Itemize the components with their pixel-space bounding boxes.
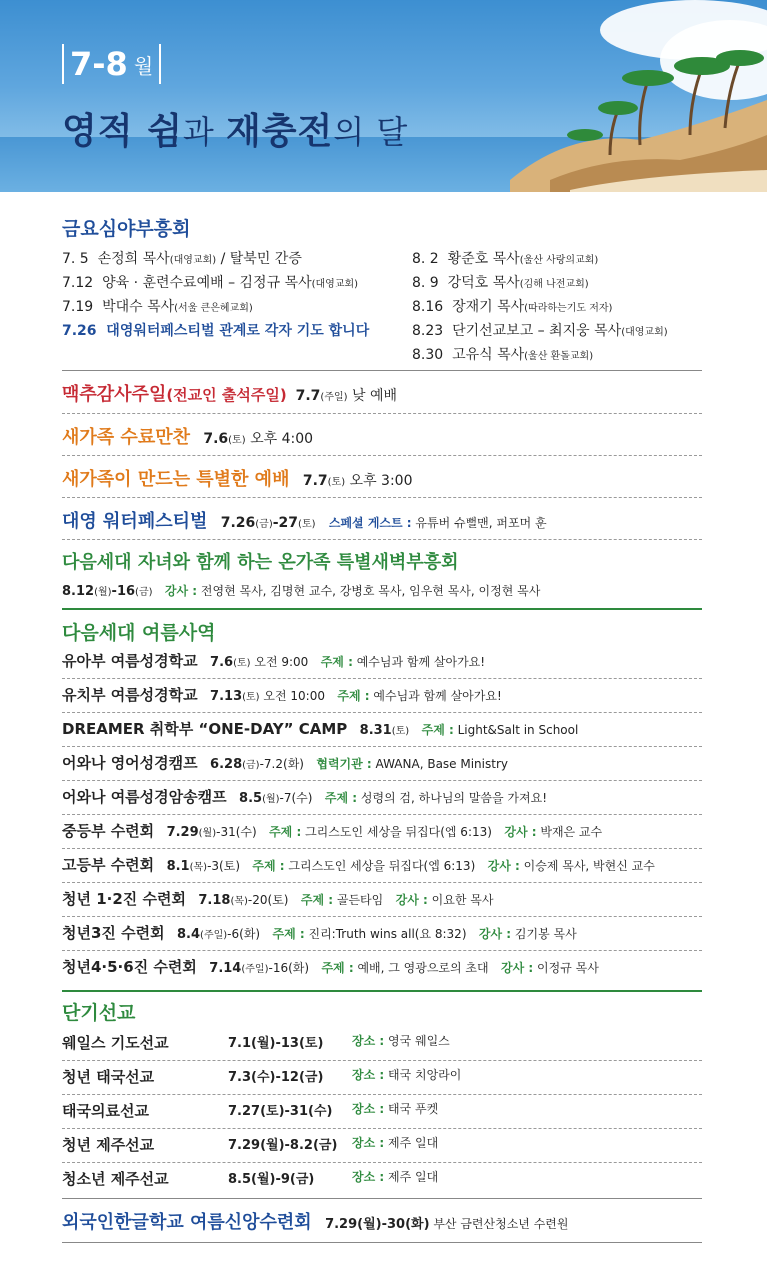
mission-row-date xyxy=(228,1100,332,1119)
summer-row xyxy=(62,922,577,943)
row-date: 8.30 xyxy=(412,347,444,363)
row-date: 7.12 xyxy=(62,275,94,291)
mission-date: 8.5(월)-9(금) xyxy=(228,1172,315,1187)
event-nextgen-title: 다음세대 자녀와 함께 하는 온가족 특별새벽부흥회 xyxy=(62,552,459,573)
event-day: (월) xyxy=(94,587,112,598)
program-label: 협력기관 : xyxy=(316,757,372,771)
divider xyxy=(62,413,702,414)
row-note: (대영교회) xyxy=(621,327,668,338)
mission-row-name xyxy=(62,1032,169,1053)
event-title: 새가족 수료만찬 xyxy=(62,427,190,448)
program-label: 주제 : xyxy=(320,655,353,669)
program-name: 어와나 영어성경캠프 xyxy=(62,754,198,772)
row-note: (서울 큰은혜교회) xyxy=(174,303,253,314)
program-day: (목) xyxy=(230,896,248,907)
program-time: 오전 9:00 xyxy=(250,655,309,669)
event-day: (토) xyxy=(327,477,346,488)
program-date: 8.4 xyxy=(177,927,201,942)
program-value: 이정규 목사 xyxy=(533,961,599,975)
mission-row-name xyxy=(62,1100,149,1121)
mission-date: 7.3(수)-12(금) xyxy=(228,1070,324,1085)
divider xyxy=(62,1162,702,1163)
mission-name: 청소년 제주선교 xyxy=(62,1170,169,1188)
program-label: 주제 : xyxy=(300,893,334,907)
program-time: -6(화) xyxy=(227,927,261,941)
program-label: 강사 : xyxy=(487,859,520,873)
divider xyxy=(62,950,702,951)
program-time: -16(화) xyxy=(268,961,310,975)
row-date: 7.19 xyxy=(62,299,94,315)
program-date: 8.1 xyxy=(166,859,190,874)
program-time: -7.2(화) xyxy=(259,757,304,771)
divider xyxy=(62,712,702,713)
event-foreign-school xyxy=(62,1208,568,1234)
row-note: (울산 환돌교회) xyxy=(524,351,594,362)
row-note: (대영교회) xyxy=(169,255,217,266)
program-day: (토) xyxy=(233,658,251,669)
event-date-end: -16 xyxy=(111,584,136,599)
program-value: 이승제 목사, 박현신 교수 xyxy=(519,859,655,873)
friday-right-row xyxy=(412,344,593,364)
program-value: 진리:Truth wins all(요 8:32) xyxy=(304,927,467,941)
program-day: (월) xyxy=(198,828,217,839)
mission-row-place xyxy=(352,1168,438,1185)
divider xyxy=(62,678,702,679)
friday-left-row xyxy=(62,248,302,268)
program-label: 주제 : xyxy=(337,689,370,703)
divider xyxy=(62,780,702,781)
row-text: 강덕호 목사 xyxy=(447,275,520,291)
event-newfam-worship xyxy=(62,465,413,491)
friday-left-row xyxy=(62,296,253,316)
event-date: 7.6 xyxy=(203,431,229,447)
program-day: (월) xyxy=(262,794,280,805)
island-illustration xyxy=(490,30,767,192)
event-rest: 전영현 목사, 김명현 교수, 강병호 목사, 임우현 목사, 이정현 목사 xyxy=(197,584,541,598)
program-label: 주제 : xyxy=(272,927,305,941)
event-newfam-dinner xyxy=(62,423,313,449)
program-day: (주일) xyxy=(200,930,228,941)
event-nextgen-detail xyxy=(62,582,540,599)
mission-date: 7.29(월)-8.2(금) xyxy=(228,1138,338,1153)
event-title: 대영 워터페스티벌 xyxy=(62,511,208,532)
divider xyxy=(62,990,702,992)
summer-row xyxy=(62,956,599,977)
mission-name: 태국의료선교 xyxy=(62,1102,149,1120)
event-subtitle: (전교인 출석주일) xyxy=(166,386,287,404)
mission-row-date xyxy=(228,1066,323,1085)
title-part: 과 xyxy=(182,113,226,151)
row-text: 황준호 목사 xyxy=(447,251,520,267)
divider xyxy=(62,539,702,540)
event-rest: 낮 예배 xyxy=(347,388,398,404)
divider xyxy=(62,608,702,610)
program-label: 강사 : xyxy=(501,961,534,975)
mission-row-place xyxy=(352,1134,438,1151)
mission-date: 7.1(월)-13(토) xyxy=(228,1036,324,1051)
program-name: 유아부 여름성경학교 xyxy=(62,652,198,670)
row-extra: / 탈북민 간증 xyxy=(216,251,302,267)
friday-right-row xyxy=(412,320,668,340)
divider xyxy=(62,1198,702,1199)
mission-date: 7.27(토)-31(수) xyxy=(228,1104,333,1119)
row-text: 단기선교보고 – 최지웅 목사 xyxy=(452,323,622,339)
summer-row xyxy=(62,888,493,909)
event-day: (금) xyxy=(255,519,273,530)
row-date: 8.23 xyxy=(412,323,444,339)
program-value: 김기봉 목사 xyxy=(511,927,577,941)
month-badge xyxy=(62,44,161,84)
row-note: (대영교회) xyxy=(311,279,359,290)
program-day: (목) xyxy=(189,862,208,873)
program-time: -3(토) xyxy=(207,859,240,873)
row-text: 양육 · 훈련수료예배 – 김정규 목사 xyxy=(102,275,312,291)
program-value: 예배, 그 영광으로의 초대 xyxy=(353,961,489,975)
mission-row-name xyxy=(62,1134,154,1155)
friday-left-row xyxy=(62,272,358,292)
mission-row-date xyxy=(228,1134,337,1153)
row-date: 8.16 xyxy=(412,299,444,315)
divider xyxy=(62,848,702,849)
event-date: 7.7 xyxy=(295,388,321,404)
event-title: 외국인한글학교 여름신앙수련회 xyxy=(62,1212,312,1233)
program-day: (주일) xyxy=(241,964,269,975)
event-date: 7.29(월)-30(화) xyxy=(325,1217,430,1232)
program-name: 중등부 수련회 xyxy=(62,822,155,840)
summer-row xyxy=(62,752,508,773)
title-part: 재충전 xyxy=(225,111,334,152)
divider xyxy=(62,455,702,456)
summer-row xyxy=(62,820,602,841)
program-label: 주제 : xyxy=(324,791,358,805)
row-text: 박대수 목사 xyxy=(102,299,175,315)
program-date: 6.28 xyxy=(210,757,243,772)
program-day: (토) xyxy=(242,692,260,703)
row-text: 고유식 목사 xyxy=(452,347,525,363)
divider xyxy=(62,44,64,84)
divider xyxy=(62,1094,702,1095)
program-day: (토) xyxy=(391,726,410,737)
divider xyxy=(62,882,702,883)
divider xyxy=(62,1128,702,1129)
program-value: 골든타임 xyxy=(333,893,384,907)
row-date: 7.26 xyxy=(62,323,97,339)
section-title-friday: 금요심야부흥회 xyxy=(62,218,191,240)
program-value: 예수님과 함께 살아가요! xyxy=(369,689,502,703)
month-unit: 월 xyxy=(133,53,154,78)
program-label: 주제 : xyxy=(269,825,302,839)
event-rest: 부산 금련산청소년 수련원 xyxy=(429,1217,569,1231)
program-name: 유치부 여름성경학교 xyxy=(62,686,198,704)
event-date: 8.12 xyxy=(62,584,95,599)
divider xyxy=(62,497,702,498)
mission-row-name xyxy=(62,1168,169,1189)
program-date: 8.5 xyxy=(239,791,263,806)
program-value: Light&Salt in School xyxy=(453,723,579,737)
row-text: 대영워터페스티벌 관계로 각자 기도 합니다 xyxy=(106,323,370,339)
row-text: 장재기 목사 xyxy=(452,299,525,315)
mission-row-date xyxy=(228,1168,314,1187)
section-title-mission: 단기선교 xyxy=(62,1002,136,1024)
program-time: 오전 10:00 xyxy=(259,689,325,703)
row-date: 8. 9 xyxy=(412,275,439,291)
program-date: 7.13 xyxy=(210,689,243,704)
program-day: (금) xyxy=(242,760,260,771)
program-time: -7(수) xyxy=(279,791,313,805)
mission-label: 장소 : xyxy=(352,1136,385,1150)
divider xyxy=(62,1060,702,1061)
divider xyxy=(62,746,702,747)
event-day: (금) xyxy=(135,587,153,598)
mission-label: 장소 : xyxy=(352,1102,385,1116)
mission-row-place xyxy=(352,1100,438,1117)
program-date: 8.31 xyxy=(359,723,392,738)
mission-row-place xyxy=(352,1066,461,1083)
program-value: 성령의 검, 하나님의 말씀을 가져요! xyxy=(357,791,548,805)
month-number: 7-8 xyxy=(70,45,128,83)
event-day: (토) xyxy=(298,519,316,530)
friday-right-row xyxy=(412,248,598,268)
mission-place: 태국 치앙라이 xyxy=(384,1068,462,1082)
event-maekchu xyxy=(62,380,397,406)
row-date: 8. 2 xyxy=(412,251,439,267)
mission-place: 태국 푸켓 xyxy=(384,1102,439,1116)
mission-place: 제주 일대 xyxy=(384,1170,439,1184)
mission-row-place xyxy=(352,1032,450,1049)
program-label: 강사 : xyxy=(504,825,537,839)
page-title xyxy=(62,103,408,154)
event-date: 7.26 xyxy=(220,515,256,531)
section-title-summer: 다음세대 여름사역 xyxy=(62,622,216,644)
event-rest: 오후 3:00 xyxy=(345,473,413,489)
friday-left-row xyxy=(62,320,369,340)
event-rest: 오후 4:00 xyxy=(245,431,314,447)
summer-row xyxy=(62,718,578,739)
summer-row xyxy=(62,854,655,875)
program-value: 그리스도인 세상을 뒤집다(엡 6:13) xyxy=(284,859,476,873)
program-date: 7.18 xyxy=(198,893,231,908)
program-label: 강사 : xyxy=(478,927,512,941)
summer-row xyxy=(62,786,547,807)
program-value: 박재은 교수 xyxy=(536,825,603,839)
program-name: 청년4·5·6진 수련회 xyxy=(62,958,197,976)
program-value: 예수님과 함께 살아가요! xyxy=(352,655,486,669)
program-label: 강사 : xyxy=(395,893,428,907)
divider xyxy=(62,1242,702,1243)
program-name: 청년 1·2진 수련회 xyxy=(62,890,186,908)
divider xyxy=(159,44,161,84)
event-day: (주일) xyxy=(320,392,348,403)
mission-name: 청년 태국선교 xyxy=(62,1068,155,1086)
mission-label: 장소 : xyxy=(352,1068,385,1082)
mission-name: 청년 제주선교 xyxy=(62,1136,155,1154)
friday-right-row xyxy=(412,272,589,292)
program-value: 이요한 목사 xyxy=(427,893,494,907)
program-value: AWANA, Base Ministry xyxy=(371,757,508,771)
header-banner xyxy=(0,0,767,192)
program-name: 어와나 여름성경암송캠프 xyxy=(62,788,227,806)
program-date: 7.14 xyxy=(209,961,242,976)
row-note: (울산 사랑의교회) xyxy=(519,255,599,266)
mission-row-date xyxy=(228,1032,323,1051)
program-name: DREAMER 취학부 “ONE-DAY” CAMP xyxy=(62,720,348,738)
event-date: 7.7 xyxy=(302,473,328,489)
mission-label: 장소 : xyxy=(352,1170,385,1184)
title-part: 의 달 xyxy=(333,113,409,151)
program-date: 7.6 xyxy=(210,655,234,670)
divider xyxy=(62,814,702,815)
mission-place: 제주 일대 xyxy=(384,1136,439,1150)
row-text: 손정희 목사 xyxy=(97,251,170,267)
divider xyxy=(62,370,702,371)
mission-label: 장소 : xyxy=(352,1034,385,1048)
event-title: 맥추감사주일 xyxy=(62,384,167,405)
summer-row xyxy=(62,684,502,705)
friday-right-row xyxy=(412,296,612,316)
row-note: (김해 나전교회) xyxy=(519,279,589,290)
event-day: (토) xyxy=(228,435,246,446)
event-title: 새가족이 만드는 특별한 예배 xyxy=(62,469,290,490)
divider xyxy=(62,916,702,917)
program-label: 주제 : xyxy=(252,859,285,873)
event-label: 강사 : xyxy=(164,584,198,598)
program-name: 고등부 수련회 xyxy=(62,856,155,874)
row-note: (따라하는기도 저자) xyxy=(524,303,613,314)
program-time: -20(토) xyxy=(247,893,289,907)
event-date-end: -27 xyxy=(272,515,299,531)
mission-row-name xyxy=(62,1066,154,1087)
summer-row xyxy=(62,650,485,671)
program-value: 그리스도인 세상을 뒤집다(엡 6:13) xyxy=(301,825,492,839)
program-name: 청년3진 수련회 xyxy=(62,924,165,942)
program-time: -31(수) xyxy=(216,825,257,839)
title-part: 영적 쉼 xyxy=(62,111,183,152)
mission-place: 영국 웨일스 xyxy=(384,1034,450,1048)
event-water-festival xyxy=(62,507,547,533)
program-date: 7.29 xyxy=(166,825,199,840)
event-rest: 유튜버 슈뻘맨, 퍼포머 훈 xyxy=(411,516,547,530)
mission-name: 웨일스 기도선교 xyxy=(62,1034,169,1052)
program-label: 주제 : xyxy=(321,961,354,975)
row-date: 7. 5 xyxy=(62,251,89,267)
program-label: 주제 : xyxy=(421,723,454,737)
event-label: 스페셜 게스트 : xyxy=(328,516,412,530)
